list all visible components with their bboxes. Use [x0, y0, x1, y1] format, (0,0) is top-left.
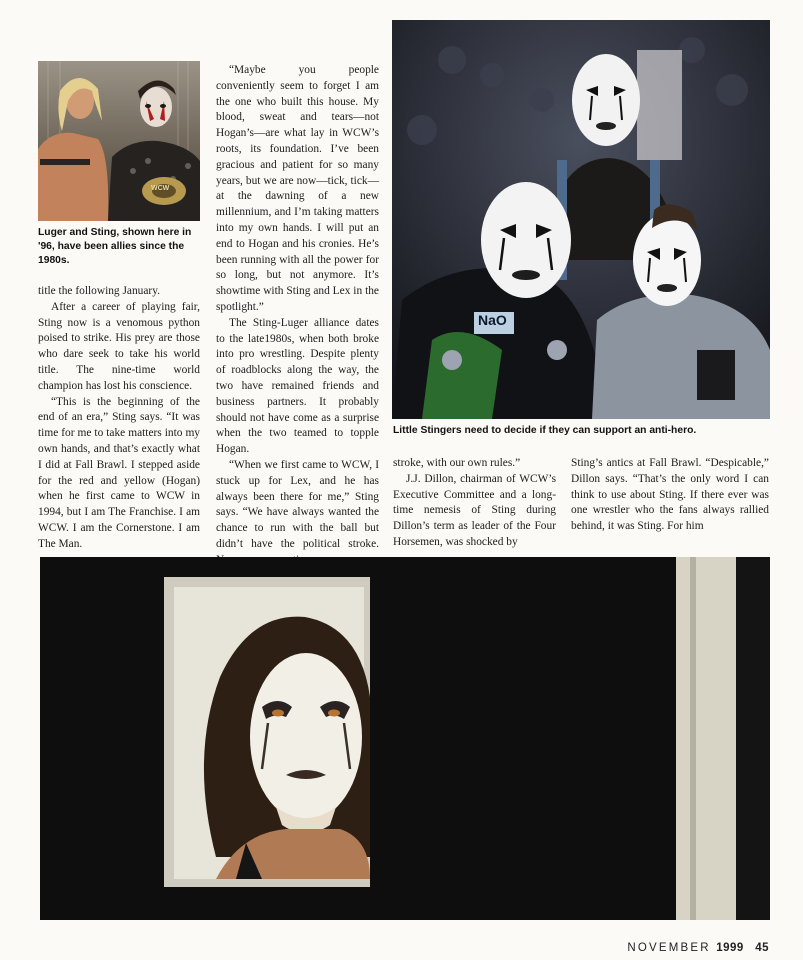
article-column-3	[393, 456, 556, 551]
column1-paragraph: “This is the beginning of the end of an era,” Sting says. “It was time for me to take matters into my own hands, and that’s exactly what I did at Fall Brawl. I stepped aside for the red and yellow (Hogan) when he first came to WCW in 1994, but I am The Franchise. I am WCW. I am the Cornerstone. I am The Man.	[38, 395, 200, 550]
little-stingers-photo	[392, 20, 770, 419]
luger-sting-illustration	[38, 61, 200, 221]
sting-window-illustration	[40, 557, 770, 920]
article-column-2	[216, 63, 379, 569]
column2-paragraph: “When we first came to WCW, I stuck up for Lex, and he has always been there for me,” Sting says. “We have always wanted the chance to run with the ball but didn’t have the political stroke.	[216, 458, 379, 550]
column3-paragraph: J.J. Dillon, chairman of WCW’s Executive Committee and a long-time nemesis of Sting during Dillon’s term as leader of the Four Horsemen, was shocked by	[393, 472, 556, 548]
sting-window-photo	[40, 557, 770, 920]
issue-year: 1999	[716, 942, 744, 954]
little-stingers-illustration	[392, 20, 770, 419]
luger-sting-photo	[38, 61, 200, 221]
page-number: 45	[755, 942, 769, 954]
fan-shirt-logo: NaO	[478, 312, 507, 328]
column1-paragraph: title the following January.	[38, 285, 160, 297]
column4-paragraph: Sting’s antics at Fall Brawl. “Despicable,” Dillon says. “That’s the only word I can think to use about Sting. If there ever was one wrestler who the fans always rallied behind, it was Sting. For him	[571, 457, 769, 533]
issue-month: NOVEMBER	[627, 942, 711, 954]
column2-paragraph: The Sting-Luger alliance dates to the late1980s, when both broke into pro wrestling. Despite plenty of roadblocks along the way, the two have remained friends and business partners. It probably should not have come as a surprise when the two teamed to topple Hogan.	[216, 316, 379, 456]
little-stingers-caption: Little Stingers need to decide if they can support an anti-hero.	[393, 425, 697, 436]
article-column-1	[38, 284, 200, 553]
wcw-belt-logo: WCW	[151, 185, 170, 192]
column1-paragraph: After a career of playing fair, Sting now is a venomous python poised to strike. His prey are those who dare seek to take his world title. The nine-time world champion has lost his conscience.	[38, 300, 200, 392]
luger-sting-caption: Luger and Sting, shown here in '96, have been allies since the 1980s.	[38, 227, 192, 266]
column3-paragraph: stroke, with our own rules.”	[393, 457, 521, 469]
column2-paragraph: “Maybe you people conveniently seem to forget I am the one who built this house. My blood, sweat and tears—not Hogan’s—are what lay in WCW’s roots, its foundation. I’ve been gracious and patient for so many years, but we are now—tick, tick—at the dawning of a new millennium, and I’m taking matters into my own hands. I will put an end to Hogan and his cronies. He’s been running with all the power for so long, but not anymore. It’s showtime with Sting and Lex in the spotlight.”	[216, 64, 379, 313]
article-column-4	[571, 456, 769, 535]
page-footer	[627, 942, 769, 954]
